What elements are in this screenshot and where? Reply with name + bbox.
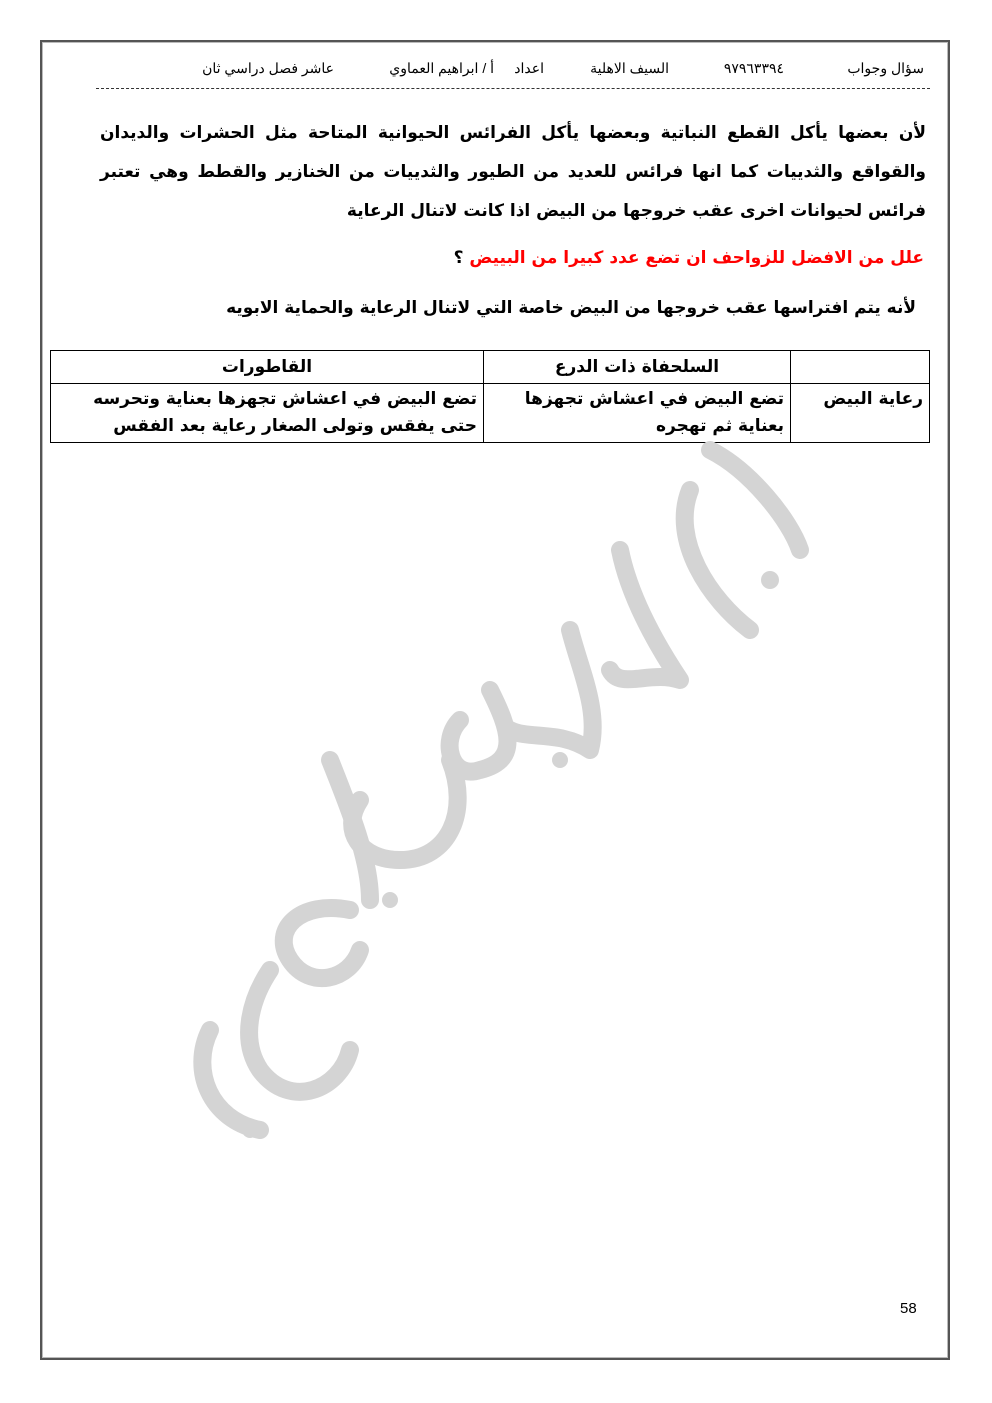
table-header-empty xyxy=(791,351,930,384)
header-phone: ٩٧٩٦٣٣٩٤ xyxy=(723,60,784,76)
comparison-table xyxy=(50,350,930,443)
header-prepared-by: اعداد xyxy=(514,60,544,76)
answer-line: لأنه يتم افتراسها عقب خروجها من البيض خاصة التي لاتنال الرعاية والحماية الابويه xyxy=(226,298,916,318)
page-number: 58 xyxy=(900,1300,917,1317)
table-header-turtle: السلحفاة ذات الدرع xyxy=(484,351,791,384)
cell-turtle-egg-care: تضع البيض في اعشاش تجهزها بعناية ثم تهجره xyxy=(484,384,791,443)
table-header-crocodile: القاطورات xyxy=(51,351,484,384)
question xyxy=(100,248,924,268)
table-row xyxy=(51,384,930,443)
page-border xyxy=(40,40,950,1360)
question-mark: ؟ xyxy=(453,248,464,268)
page-header xyxy=(96,60,924,82)
header-school: السيف الاهلية xyxy=(590,60,669,76)
header-divider xyxy=(96,88,930,89)
row-label-egg-care: رعاية البيض xyxy=(791,384,930,443)
header-grade: عاشر فصل دراسي ثان xyxy=(202,60,334,76)
header-title: سؤال وجواب xyxy=(847,60,924,76)
question-text: علل من الافضل للزواحف ان تضع عدد كبيرا من البييض xyxy=(469,248,924,268)
table-header-row xyxy=(51,351,930,384)
cell-crocodile-egg-care: تضع البيض في اعشاش تجهزها بعناية وتحرسه حتى يفقس وتولى الصغار رعاية بعد الفقس xyxy=(51,384,484,443)
header-author: أ / ابراهيم العماوي xyxy=(389,60,494,76)
answer-paragraph: لأن بعضها يأكل القطع النباتية وبعضها يأكل الفرائس الحيوانية المتاحة مثل الحشرات والديدان والقواقع والثدييات كما انها فرائس للعديد من الطيور والثدييات من الخنازير والقطط وهي تعتبر فرائس لحيوانات اخرى عقب خروجها من البيض اذا كانت لاتنال الرعاية xyxy=(100,123,926,221)
